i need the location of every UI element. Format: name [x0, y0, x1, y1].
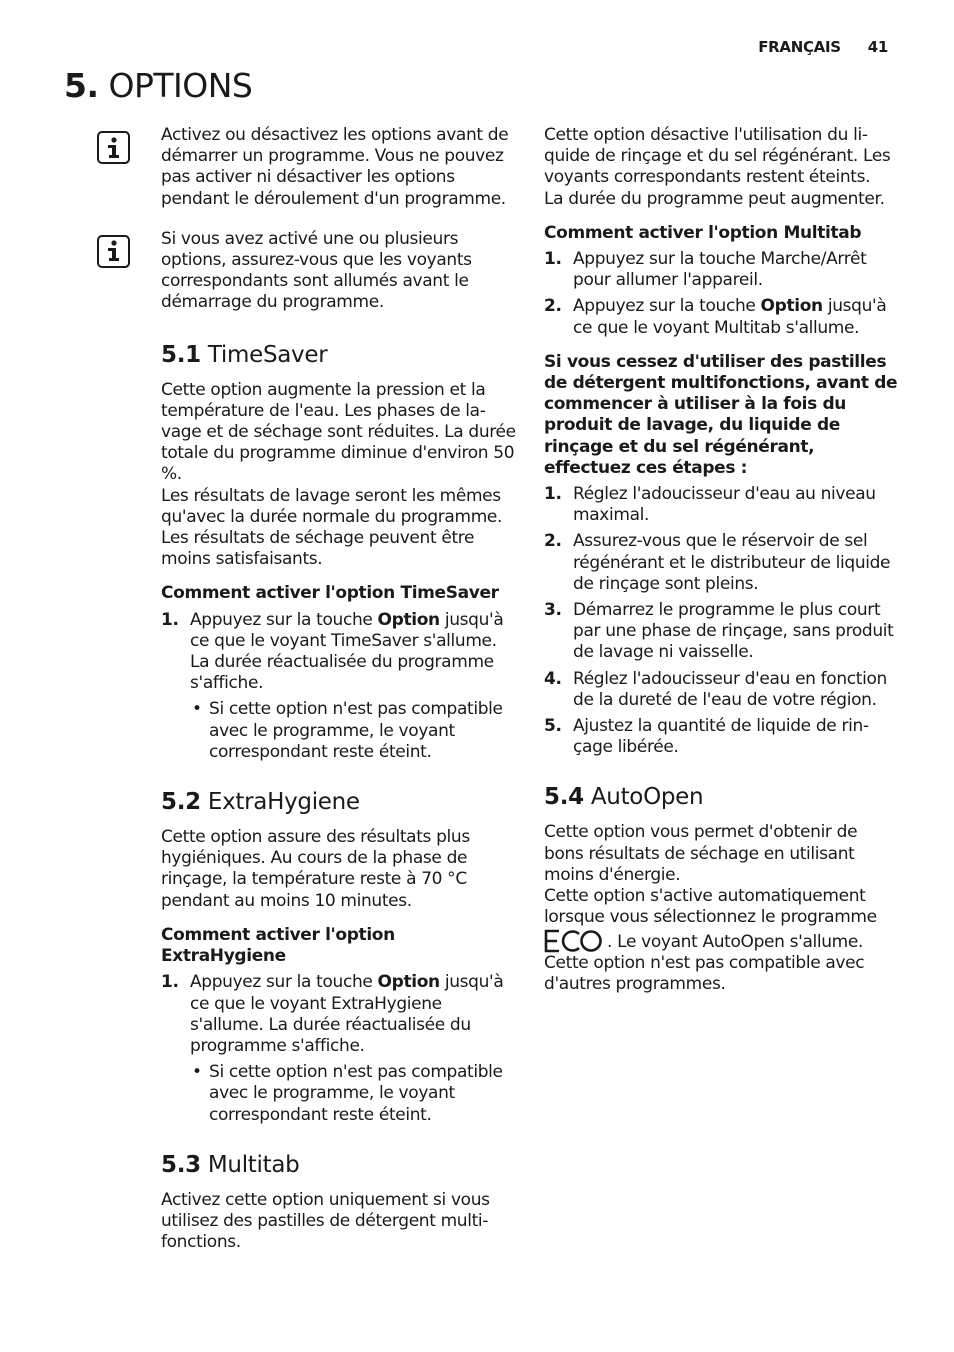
- section-title-timesaver: [161, 341, 519, 369]
- info-note-2: [97, 229, 519, 314]
- list-item: [544, 484, 900, 526]
- step-text: jusqu'à ce que le voyant TimeSaver s'allume. La durée réactualisée du programme s'affiche.: [190, 609, 504, 694]
- bullet-list: [190, 699, 519, 763]
- list-item: [544, 669, 900, 711]
- paragraph: Cette option vous permet d'obtenir de bons résultats de séchage en utilisant moins d'énergie.: [544, 822, 858, 885]
- info-icon: [97, 131, 130, 164]
- section-title-autoopen: [544, 783, 900, 811]
- step-text: Appuyez sur la touche: [190, 972, 378, 993]
- section-number: 5.3: [161, 1151, 201, 1178]
- step-number: 1.: [161, 972, 179, 993]
- warning-heading: Si vous cessez d'utiliser des pastilles de détergent multifonctions, avant de commencer à utiliser à la fois du produit de lavage, du liquide de rinçage et du sel régénérant, effectuez ces étapes :: [544, 351, 898, 478]
- bullet-item: • Si cette option n'est pas compatible avec le programme, le voyant correspondant reste éteint.: [190, 1062, 519, 1126]
- eco-program-icon: [544, 929, 602, 953]
- list-item: [544, 296, 900, 338]
- steps-list: [161, 972, 519, 1125]
- step-text: Appuyez sur la touche: [573, 296, 761, 317]
- page-header: [758, 38, 888, 56]
- list-item: [161, 610, 519, 763]
- option-key-label: Option: [377, 609, 440, 630]
- list-item: [161, 972, 519, 1125]
- option-key-label: Option: [377, 972, 440, 993]
- step-text: Ajustez la quantité de liquide de rinçage libérée.: [573, 716, 870, 758]
- howto-heading: Comment activer l'option Multitab: [544, 222, 862, 243]
- list-item: [544, 249, 900, 291]
- step-text: Réglez l'adoucisseur d'eau au niveau maximal.: [573, 484, 876, 526]
- step-number: 2.: [544, 531, 562, 552]
- info-note-1: [97, 125, 519, 210]
- step-number: 2.: [544, 296, 562, 317]
- step-text: Assurez-vous que le réservoir de sel régénérant et le distributeur de liquide de rinçage sont pleins.: [573, 531, 891, 594]
- paragraph: Les résultats de lavage seront les mêmes qu'avec la durée normale du programme. Les résultats de séchage peuvent être moins satisfaisants.: [161, 485, 503, 570]
- list-item: [544, 716, 900, 758]
- paragraph: Activez cette option uniquement si vous utilisez des pastilles de détergent multifonctions.: [161, 1189, 490, 1253]
- info-icon: [97, 235, 130, 268]
- list-item: [544, 600, 900, 664]
- paragraph-text: Cette option s'active automatiquement lorsque vous sélectionnez le programme: [544, 886, 877, 928]
- step-number: 1.: [544, 249, 562, 270]
- paragraph: La durée du programme peut augmenter.: [544, 188, 885, 209]
- howto-heading: Comment activer l'option TimeSaver: [161, 583, 499, 604]
- step-text: jusqu'à ce que le voyant Multitab s'allume.: [573, 296, 887, 338]
- info-note-text: Activez ou désactivez les options avant de démarrer un programme. Vous ne pouvez pas activer ni désactiver les options pendant le déroulement d'un programme.: [161, 125, 509, 209]
- step-number: 5.: [544, 716, 562, 737]
- list-item: [544, 531, 900, 595]
- step-number: 3.: [544, 600, 562, 621]
- section-name: ExtraHygiene: [207, 789, 360, 816]
- section-title-multitab: [161, 1151, 519, 1179]
- paragraph: Cette option désactive l'utilisation du liquide de rinçage et du sel régénérant. Les voyants correspondants restent éteints.: [544, 125, 891, 188]
- steps-list: [544, 484, 900, 758]
- steps-list: [161, 610, 519, 763]
- section-number: 5.1: [161, 341, 201, 368]
- chapter-title: [64, 66, 252, 105]
- paragraph: Cette option n'est pas compatible avec d'autres programmes.: [544, 952, 865, 994]
- chapter-name: OPTIONS: [108, 66, 253, 105]
- paragraph: Cette option augmente la pression et la température de l'eau. Les phases de lavage et de séchage sont réduites. La durée totale du programme diminue d'environ 50 %.: [161, 379, 516, 485]
- step-text: Réglez l'adoucisseur d'eau en fonction de la dureté de l'eau de votre région.: [573, 668, 887, 710]
- option-key-label: Option: [760, 296, 823, 317]
- section-name: Multitab: [207, 1151, 300, 1178]
- section-name: AutoOpen: [590, 784, 704, 811]
- step-number: 4.: [544, 668, 562, 689]
- section-number: 5.4: [544, 784, 584, 811]
- section-number: 5.2: [161, 789, 201, 816]
- step-text: jusqu'à ce que le voyant ExtraHygiene s'allume. La durée réactualisée du programme s'affiche.: [190, 972, 504, 1056]
- steps-list: [544, 249, 900, 339]
- howto-heading: Comment activer l'option ExtraHygiene: [161, 924, 395, 967]
- right-column: [544, 125, 900, 995]
- step-text: Appuyez sur la touche Marche/Arrêt pour allumer l'appareil.: [573, 249, 867, 291]
- language-label: FRANÇAIS: [758, 38, 841, 56]
- step-text: Démarrez le programme le plus court par une phase de rinçage, sans produit de lavage ni vaisselle.: [573, 600, 894, 663]
- info-note-text: Si vous avez activé une ou plusieurs options, assurez-vous que les voyants correspondants sont allumés avant le démarrage du programme.: [161, 228, 472, 313]
- paragraph-text: . Le voyant AutoOpen s'allume.: [602, 931, 864, 952]
- left-column: [161, 125, 519, 1253]
- bullet-item: • Si cette option n'est pas compatible avec le programme, le voyant correspondant reste éteint.: [190, 699, 519, 763]
- section-title-extrahygiene: [161, 788, 519, 816]
- bullet-list: [190, 1062, 519, 1126]
- section-name: TimeSaver: [207, 341, 328, 368]
- step-number: 1.: [544, 484, 562, 505]
- step-text: Appuyez sur la touche: [190, 609, 378, 630]
- paragraph: Cette option assure des résultats plus hygiéniques. Au cours de la phase de rinçage, la température reste à 70 °C pendant au moins 10 minutes.: [161, 827, 470, 911]
- page-number: 41: [867, 38, 888, 56]
- chapter-number: 5.: [64, 66, 99, 105]
- paragraph: [544, 886, 900, 953]
- step-number: 1.: [161, 609, 179, 630]
